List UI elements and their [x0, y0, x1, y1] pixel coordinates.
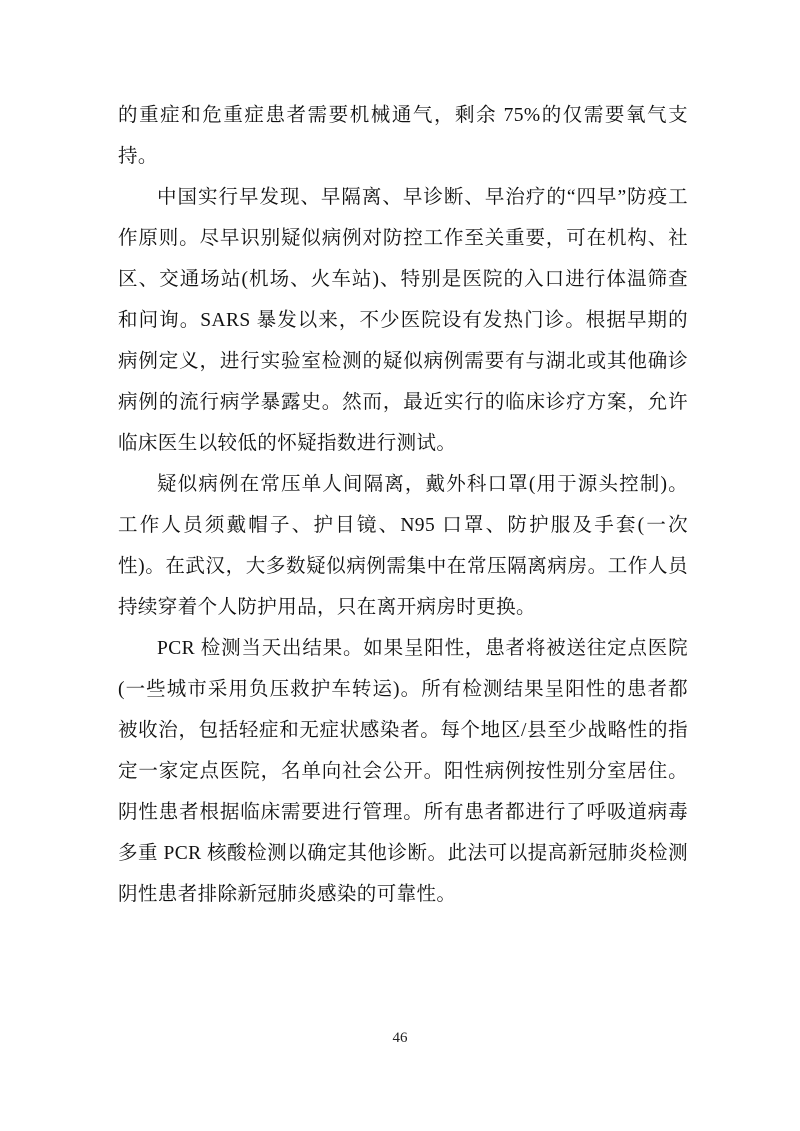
page-number: 46 — [392, 1030, 408, 1046]
paragraph-1: 的重症和危重症患者需要机械通气，剩余 75%的仅需要氧气支持。 — [118, 105, 688, 167]
paragraph-2: 中国实行早发现、早隔离、早诊断、早治疗的“四早”防疫工作原则。尽早识别疑似病例对防控工作至关重要，可在机构、社区、交通场站(机场、火车站)、特别是医院的入口进行体温筛查和问询。SARS 暴发以来，不少医院设有发热门诊。根据早期的病例定义，进行实验室检测的疑似病例需要有与湖北或其他确诊病例的流行病学暴露史。然而，最近实行的临床诊疗方案，允许临床医生以较低的怀疑指数进行测试。 — [118, 187, 688, 454]
paragraph-3: 疑似病例在常压单人间隔离，戴外科口罩(用于源头控制)。工作人员须戴帽子、护目镜、N95 口罩、防护服及手套(一次性)。在武汉，大多数疑似病例需集中在常压隔离病房。工作人员持续穿着个人防护用品，只在离开病房时更换。 — [118, 474, 688, 618]
page-body — [118, 95, 688, 915]
paragraph-4: PCR 检测当天出结果。如果呈阳性，患者将被送往定点医院(一些城市采用负压救护车转运)。所有检测结果呈阳性的患者都被收治，包括轻症和无症状感染者。每个地区/县至少战略性的指定一家定点医院，名单向社会公开。阳性病例按性别分室居住。阴性患者根据临床需要进行管理。所有患者都进行了呼吸道病毒多重 PCR 核酸检测以确定其他诊断。此法可以提高新冠肺炎检测阴性患者排除新冠肺炎感染的可靠性。 — [118, 638, 688, 905]
